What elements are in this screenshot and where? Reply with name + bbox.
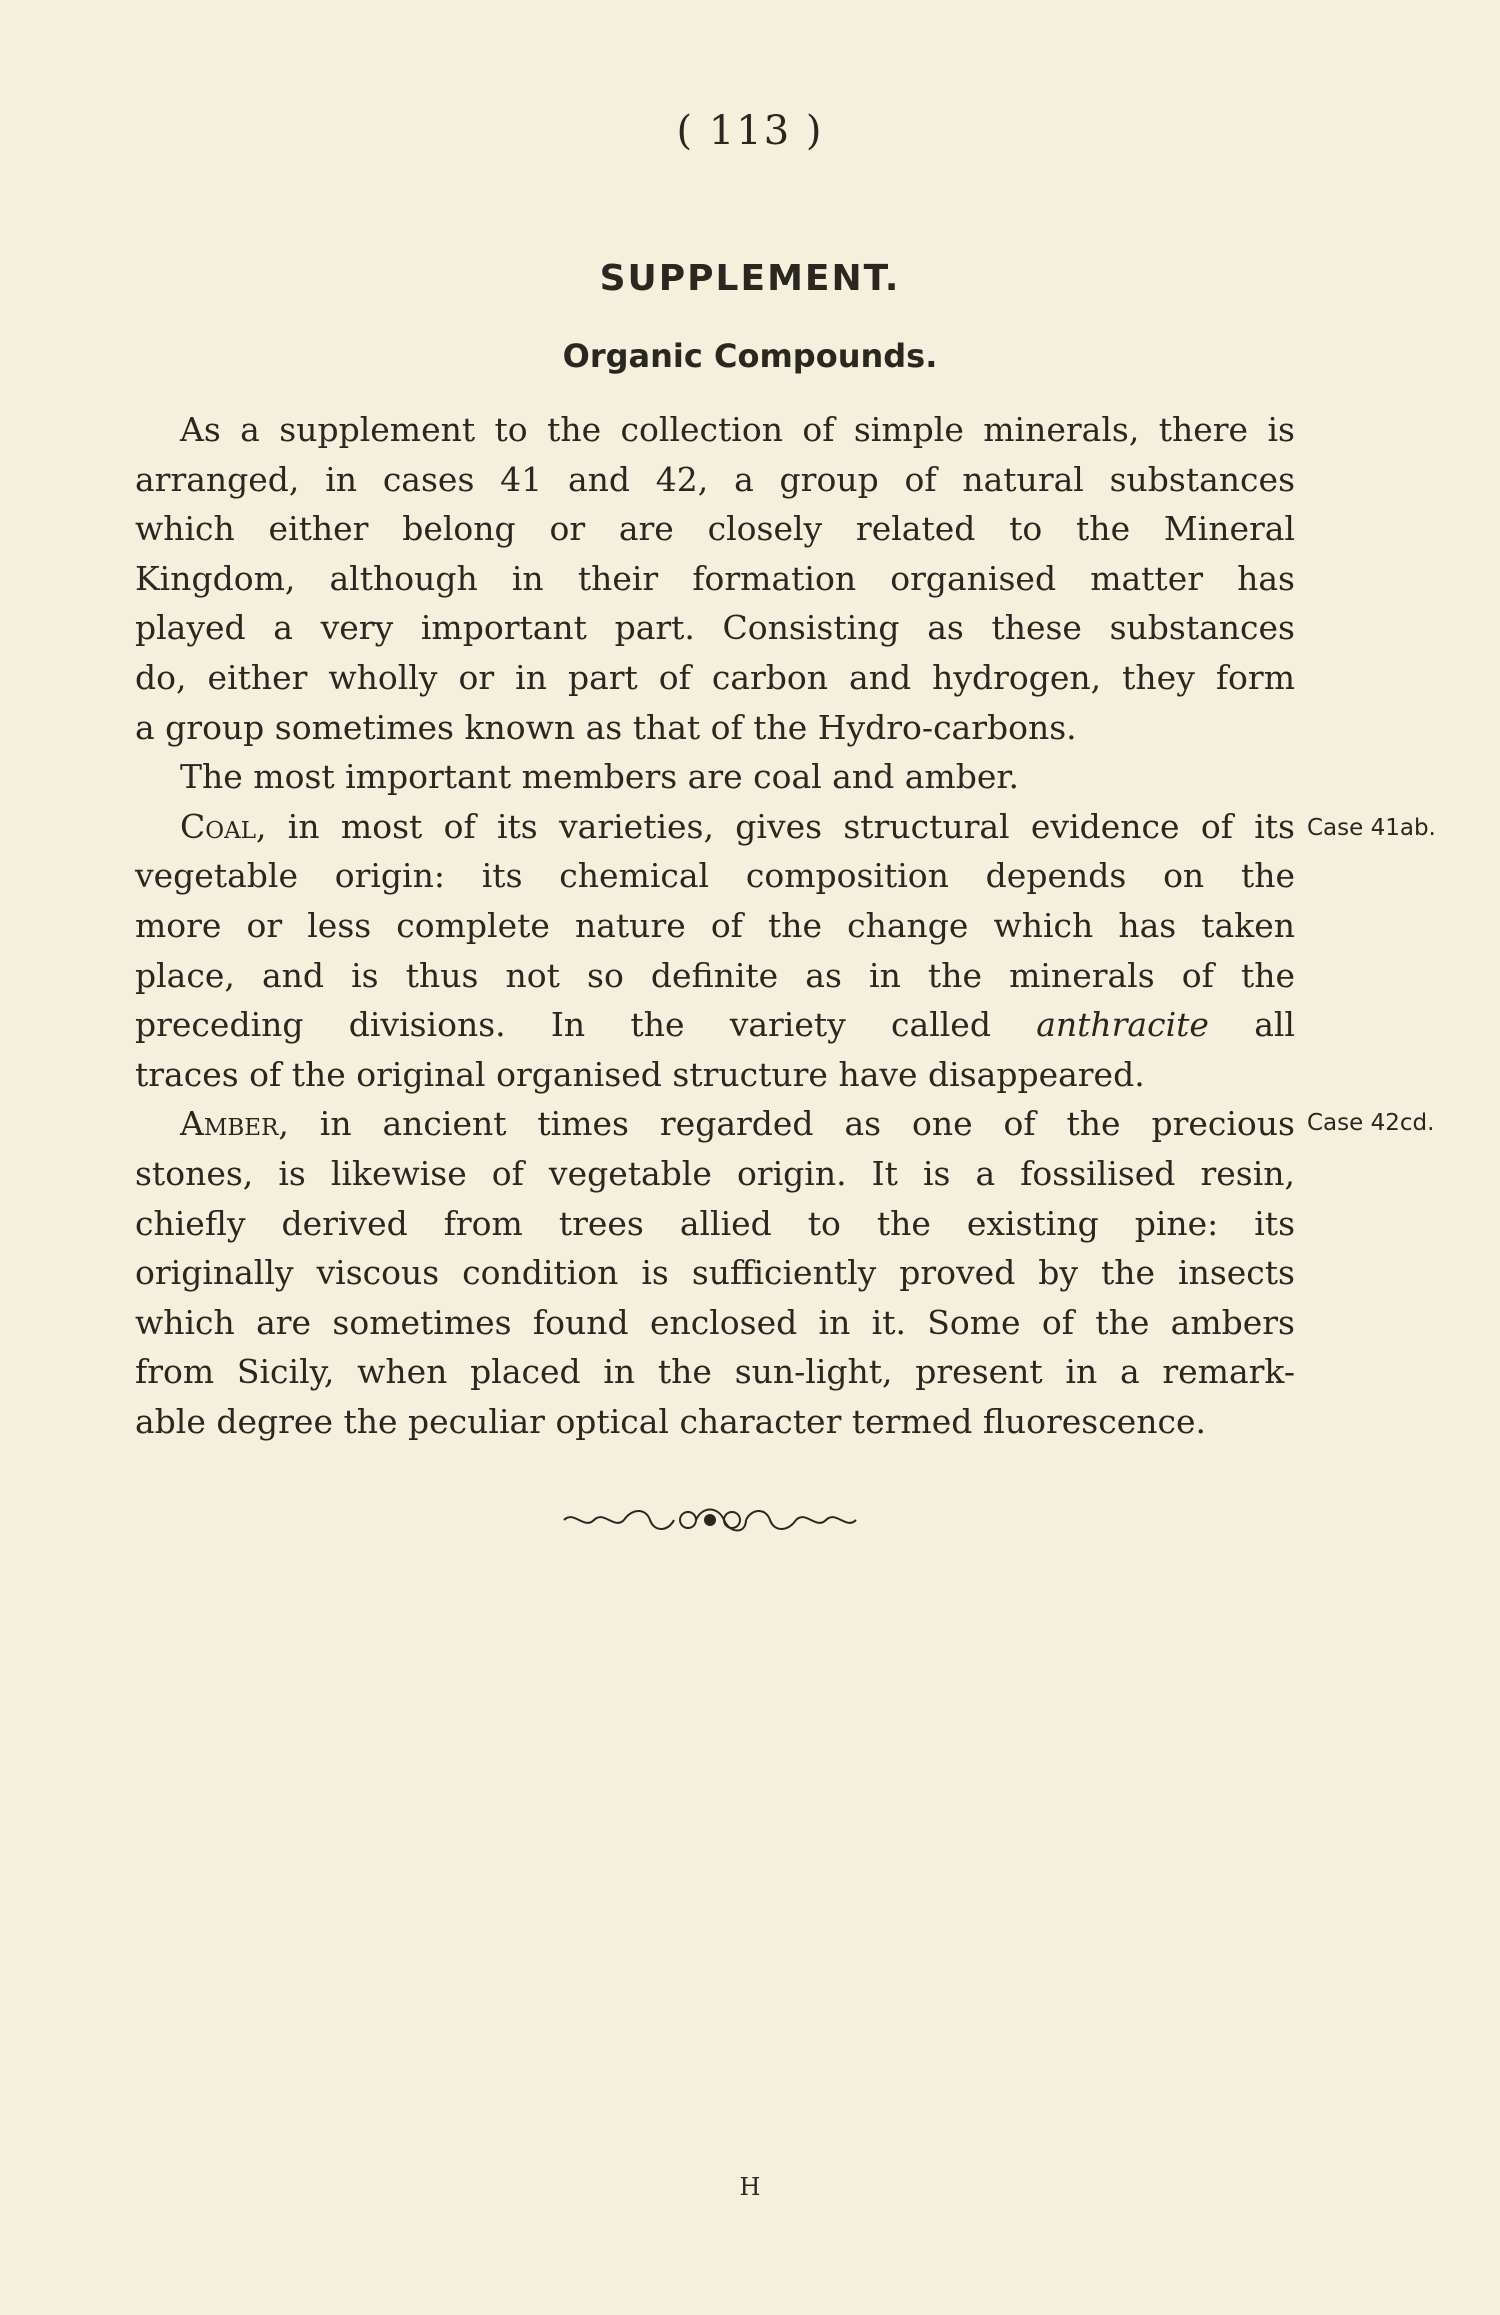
coal-heading: Coal [180,806,256,846]
ornament-divider-icon [560,1498,860,1542]
paragraph-line: vegetable origin: its chemical composition depends on the [135,856,1295,896]
paragraph-line: do, either wholly or in part of carbon and hydrogen, they form [135,657,1295,697]
paragraph-line: stones, is likewise of vegetable origin. It is a fossilised resin, [135,1153,1295,1193]
paragraph-line: place, and is thus not so definite as in the minerals of the [135,955,1295,995]
line-text: all [1254,1005,1295,1045]
paragraph-line: chiefly derived from trees allied to the existing pine: its [135,1203,1295,1243]
line-text: , in most of its varieties, gives structural evidence of its [256,806,1295,846]
paragraph-line: played a very important part. Consisting as these substances [135,608,1295,648]
margin-note-coal: Case 41ab. [1307,815,1436,841]
page-number: ( 113 ) [676,108,824,154]
line-text: , in ancient times regarded as one of the precious [278,1104,1295,1144]
paragraph-line: traces of the original organised structure have disappeared. [135,1054,1145,1094]
paragraph-line [135,1099,1295,1149]
paragraph-line: Kingdom, although in their formation organised matter has [135,558,1295,598]
signature-mark: H [739,2173,761,2201]
paragraph-line: from Sicily, when placed in the sun-light, present in a remark- [135,1352,1295,1392]
paragraph-line: arranged, in cases 41 and 42, a group of natural substances [135,459,1295,499]
anthracite-term: anthracite [1036,1005,1209,1045]
paragraph-line: able degree the peculiar optical character termed fluorescence. [135,1401,1206,1441]
paragraph-line: more or less complete nature of the change which has taken [135,905,1295,945]
paragraph-line [135,802,1295,852]
paragraph-line: which either belong or are closely related to the Mineral [135,509,1295,549]
section-title: SUPPLEMENT. [599,258,901,299]
margin-note-amber: Case 42cd. [1307,1110,1435,1136]
paragraph-line [135,1000,1295,1050]
section-subtitle: Organic Compounds. [562,337,938,375]
paragraph-line: The most important members are coal and amber. [180,757,1019,797]
line-text: preceding divisions. In the variety called [135,1005,991,1045]
paragraph-line: a group sometimes known as that of the Hydro-carbons. [135,707,1077,747]
paragraph-line: which are sometimes found enclosed in it. Some of the ambers [135,1302,1295,1342]
paragraph-line: originally viscous condition is sufficiently proved by the insects [135,1253,1295,1293]
amber-heading: Amber [180,1104,279,1144]
body-text [135,405,1295,1446]
paragraph-line: As a supplement to the collection of simple minerals, there is [180,410,1295,449]
